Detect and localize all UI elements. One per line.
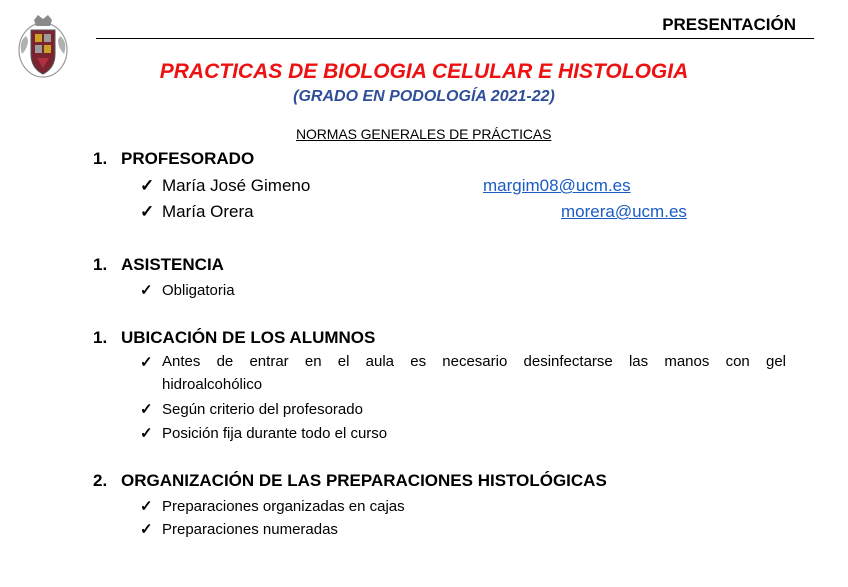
section-number: 2.: [93, 471, 108, 490]
list-item: [140, 497, 405, 515]
presentation-label: PRESENTACIÓN: [662, 15, 796, 34]
item-text: Preparaciones organizadas en cajas: [162, 498, 405, 515]
checkmark-icon: ✓: [140, 176, 155, 195]
list-item-checkmark: [140, 353, 162, 371]
section-title: ORGANIZACIÓN DE LAS PREPARACIONES HISTOLÓGICAS: [121, 471, 607, 490]
item-text-line-2: hidroalcohólico: [162, 376, 263, 393]
norms-heading: NORMAS GENERALES DE PRÁCTICAS: [296, 126, 552, 142]
list-item-teacher: [140, 176, 310, 196]
item-text: Obligatoria: [162, 282, 235, 299]
section-title: UBICACIÓN DE LOS ALUMNOS: [121, 328, 376, 347]
section-heading-organizacion: [93, 471, 607, 491]
item-text: Según criterio del profesorado: [162, 401, 363, 418]
item-text: Posición fija durante todo el curso: [162, 425, 388, 442]
list-item: [140, 424, 387, 442]
section-heading-profesorado: [93, 149, 254, 169]
list-item: [140, 400, 363, 418]
list-item: [140, 520, 338, 538]
checkmark-icon: ✓: [140, 202, 155, 221]
checkmark-icon: ✓: [140, 425, 153, 442]
header-divider: [96, 38, 814, 39]
email-link-morera[interactable]: morera@ucm.es: [561, 202, 687, 221]
list-item-teacher: [140, 202, 254, 222]
page-subtitle: (GRADO EN PODOLOGÍA 2021-22): [293, 88, 555, 105]
section-heading-ubicacion: [93, 328, 375, 348]
section-heading-asistencia: [93, 255, 224, 275]
checkmark-icon: ✓: [140, 354, 153, 371]
item-text: Preparaciones numeradas: [162, 521, 338, 538]
checkmark-icon: ✓: [140, 498, 153, 515]
list-item: [140, 281, 235, 299]
checkmark-icon: ✓: [140, 401, 153, 418]
section-title: ASISTENCIA: [121, 255, 224, 274]
item-text-line-1: Antes de entrar en el aula es necesario desinfectarse las manos con gel: [162, 353, 786, 370]
section-number: 1.: [93, 328, 108, 347]
checkmark-icon: ✓: [140, 282, 153, 299]
section-number: 1.: [93, 255, 108, 274]
checkmark-icon: ✓: [140, 521, 153, 538]
email-link-margim08[interactable]: margim08@ucm.es: [483, 176, 631, 195]
page-title: PRACTICAS DE BIOLOGIA CELULAR E HISTOLOGIA: [159, 60, 689, 83]
section-number: 1.: [93, 149, 108, 168]
section-title: PROFESORADO: [121, 149, 255, 168]
teacher-name: María Orera: [162, 202, 254, 221]
teacher-name: María José Gimeno: [162, 176, 311, 195]
